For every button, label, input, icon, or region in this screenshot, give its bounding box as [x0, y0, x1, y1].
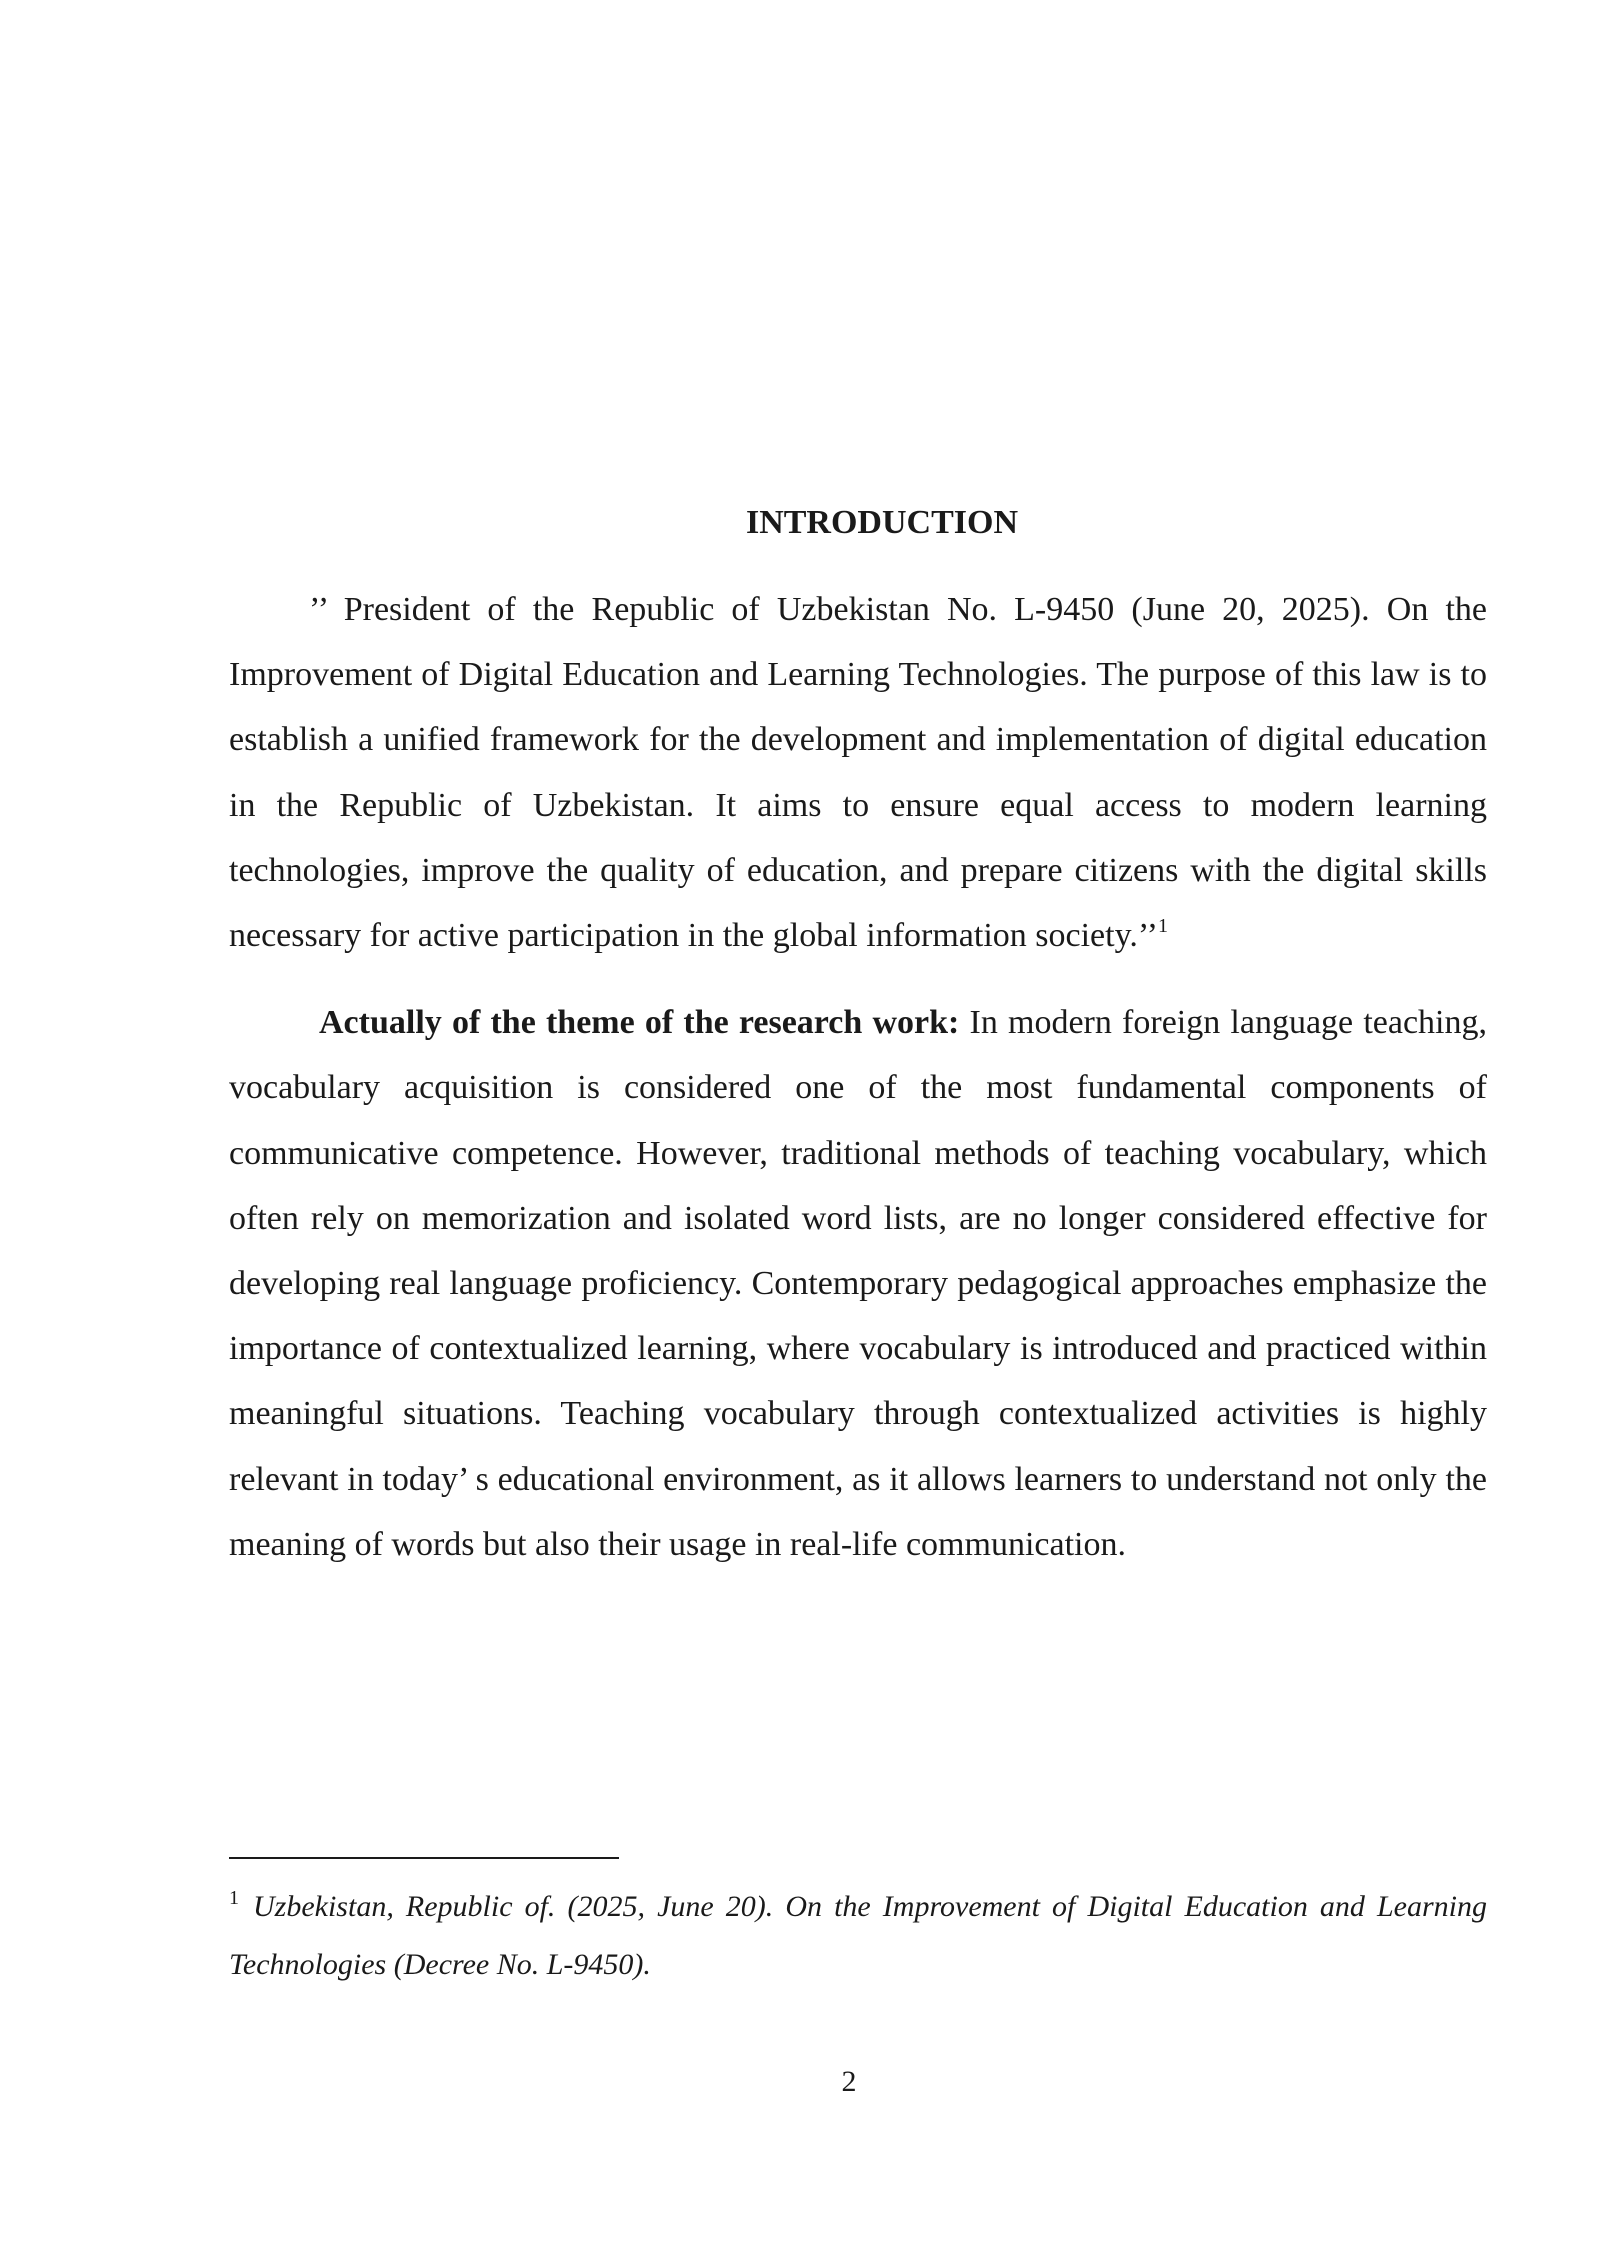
footnote-text: Uzbekistan, Republic of. (2025, June 20). On the Improvement of Digital Education and Learning Technologies (Decree No. L-9450). [229, 1890, 1487, 1981]
paragraph-decree-text: ’’ President of the Republic of Uzbekistan No. L-9450 (June 20, 2025). On the Improvement of Digital Education and Learning Technologies. The purpose of this law is to establish a unified framework for the development and implementation of digital education in the Republic of Uzbekistan. It aims to ensure equal access to modern learning technologies, improve the quality of education, and prepare citizens with the digital skills necessary for active participation in the global information society.’’ [229, 591, 1487, 955]
main-content [229, 495, 1487, 1577]
footnote-number: 1 [229, 1887, 239, 1909]
paragraph-actuality-lead: Actually of the theme of the research work: [319, 1004, 960, 1042]
footnote [229, 1878, 1487, 1994]
footnote-reference[interactable]: 1 [1158, 915, 1168, 938]
paragraph-actuality-text: In modern foreign language teaching, vocabulary acquisition is considered one of the most fundamental components of communicative competence. However, traditional methods of teaching vocabulary, which often rely on memorization and isolated word lists, are no longer considered effective for developing real language proficiency. Contemporary pedagogical approaches emphasize the importance of contextualized learning, where vocabulary is introduced and practiced within meaningful situations. Teaching vocabulary through contextualized activities is highly relevant in today’ s educational environment, as it allows learners to understand not only the meaning of words but also their usage in real-life communication. [229, 1004, 1487, 1563]
paragraph-decree-quote [229, 577, 1487, 968]
section-heading: INTRODUCTION [745, 504, 1019, 541]
footnote-separator [229, 1857, 619, 1859]
paragraph-actuality [229, 990, 1487, 1577]
page-number: 2 [841, 2065, 857, 2098]
